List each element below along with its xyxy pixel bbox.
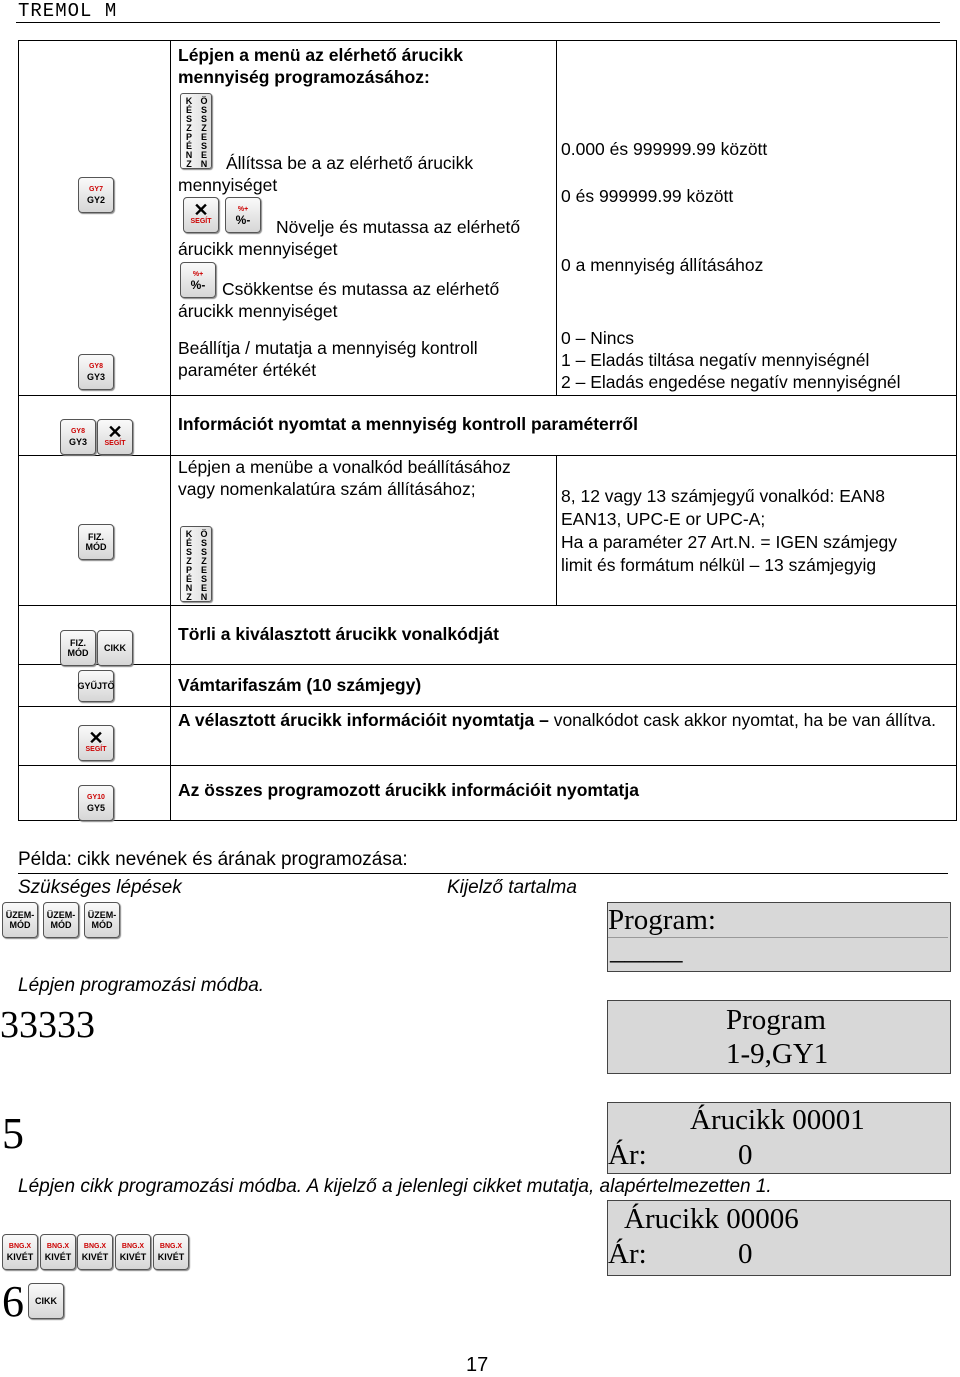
steps-column-header: Szükséges lépések bbox=[18, 877, 182, 898]
fiz-mod-key[interactable]: FIZ. MÓD bbox=[78, 524, 114, 560]
step-digits: 33333 bbox=[0, 1004, 95, 1046]
uzem-mod-key[interactable]: ÜZEM- MÓD bbox=[43, 902, 79, 938]
cash-total-key[interactable]: KÉSZPÉNZ ÖSSZESEN bbox=[180, 526, 212, 602]
delete-barcode-text: Törli a kiválasztott árucikk vonalkódját bbox=[178, 624, 499, 644]
customs-tariff-text: Vámtarifaszám (10 számjegy) bbox=[178, 675, 422, 695]
barcode-desc: limit és formátum nélkül – 13 számjegyig bbox=[561, 555, 877, 575]
print-param-info: Információt nyomtat a mennyiség kontroll paraméterről bbox=[178, 414, 638, 434]
range-text: 0.000 és 999999.99 között bbox=[561, 139, 768, 159]
decrease-qty-label: Csökkentse és mutassa az elérhető árucikk mennyiséget bbox=[178, 279, 500, 321]
table-border bbox=[18, 765, 957, 766]
bng-kivet-key[interactable]: BNG.X KIVÉT bbox=[115, 1234, 151, 1270]
table-border bbox=[556, 455, 557, 605]
display-program-range: Program 1-9,GY1 bbox=[607, 1000, 951, 1074]
step-digit: 5 bbox=[2, 1109, 24, 1158]
segit-key[interactable]: ✕ SEGÍT bbox=[97, 419, 133, 455]
table-border bbox=[18, 605, 957, 606]
range-text: 0 és 999999.99 között bbox=[561, 186, 734, 206]
header-rule bbox=[16, 22, 940, 23]
table-border bbox=[18, 395, 957, 396]
fiz-mod-key[interactable]: FIZ. MÓD bbox=[60, 630, 96, 666]
table-border bbox=[170, 40, 171, 821]
gy8-key[interactable]: GY8 GY3 bbox=[78, 354, 114, 390]
option-1: 1 – Eladás tiltása negatív mennyiségnél bbox=[561, 350, 870, 370]
percent-key[interactable]: %+ %- bbox=[180, 262, 216, 298]
option-0: 0 – Nincs bbox=[561, 328, 634, 348]
uzem-mod-key[interactable]: ÜZEM- MÓD bbox=[84, 902, 120, 938]
display-column-header: Kijelző tartalma bbox=[447, 877, 577, 898]
increase-qty-label: Növelje és mutassa az elérhető árucikk mennyiséget bbox=[178, 217, 521, 259]
step-text: Lépjen programozási módba. bbox=[18, 975, 265, 996]
document-header: TREMOL M bbox=[18, 0, 118, 22]
gyujto-key[interactable]: GYŰJTŐ bbox=[78, 670, 114, 702]
display-item-00006: Árucikk 00006 Ár: 0 bbox=[607, 1200, 951, 1276]
qty-menu-intro: Lépjen a menü az elérhető árucikk mennyiség programozásához: bbox=[178, 45, 463, 87]
cikk-key[interactable]: CIKK bbox=[28, 1283, 64, 1319]
bng-kivet-key[interactable]: BNG.X KIVÉT bbox=[153, 1234, 189, 1270]
percent-key[interactable]: %+ %- bbox=[225, 197, 261, 233]
step-text: Lépjen cikk programozási módba. A kijelző a jelenlegi cikket mutatja, alapértelmezetten 1. bbox=[18, 1176, 772, 1197]
table-border bbox=[18, 820, 957, 821]
cash-total-key[interactable]: KÉSZPÉNZ ÖSSZESEN bbox=[180, 93, 212, 169]
example-heading: Példa: cikk nevének és árának programozása: bbox=[18, 849, 408, 870]
zero-note: 0 a mennyiség állításához bbox=[561, 255, 764, 275]
bng-kivet-key[interactable]: BNG.X KIVÉT bbox=[77, 1234, 113, 1270]
table-border bbox=[18, 40, 19, 821]
bng-kivet-key[interactable]: BNG.X KIVÉT bbox=[40, 1234, 76, 1270]
barcode-desc: 8, 12 vagy 13 számjegyű vonalkód: EAN8 bbox=[561, 486, 885, 506]
option-2: 2 – Eladás engedése negatív mennyiségnél bbox=[561, 372, 901, 392]
print-item-info-text: A vélasztott árucikk információit nyomtatja – vonalkódot cask akkor nyomtat, ha be van állítva. bbox=[178, 710, 936, 730]
qty-control-param-label: Beállítja / mutatja a mennyiség kontroll paraméter értékét bbox=[178, 338, 478, 380]
table-border bbox=[18, 40, 957, 41]
table-border bbox=[956, 40, 957, 821]
print-all-items-text: Az összes programozott árucikk információit nyomtatja bbox=[178, 780, 639, 800]
barcode-desc: EAN13, UPC-E or UPC-A; bbox=[561, 509, 766, 529]
gy8-key[interactable]: GY8 GY3 bbox=[60, 419, 96, 455]
set-qty-label: Állítssa be a az elérhető árucikk mennyiséget bbox=[178, 153, 474, 195]
display-program: Program: _____ bbox=[607, 902, 951, 972]
barcode-desc: Ha a paraméter 27 Art.N. = IGEN számjegy bbox=[561, 532, 898, 552]
uzem-mod-key[interactable]: ÜZEM- MÓD bbox=[2, 902, 38, 938]
step-digit: 6 bbox=[2, 1277, 24, 1326]
bng-kivet-key[interactable]: BNG.X KIVÉT bbox=[2, 1234, 38, 1270]
display-item-00001: Árucikk 00001 Ár: 0 bbox=[607, 1102, 951, 1174]
barcode-menu-text: Lépjen a menübe a vonalkód beállításához vagy nomenkalatúra szám állításához; bbox=[178, 457, 511, 499]
segit-key[interactable]: ✕ SEGÍT bbox=[78, 725, 114, 761]
page-number: 17 bbox=[466, 1354, 489, 1376]
cikk-key[interactable]: CIKK bbox=[97, 630, 133, 666]
table-border bbox=[556, 40, 557, 396]
example-rule bbox=[18, 873, 948, 874]
table-border bbox=[18, 706, 957, 707]
table-border bbox=[18, 664, 957, 665]
gy10-key[interactable]: GY10 GY5 bbox=[78, 785, 114, 821]
segit-key[interactable]: ✕ SEGÍT bbox=[183, 197, 219, 233]
gy7-key[interactable]: GY7 GY2 bbox=[78, 177, 114, 213]
